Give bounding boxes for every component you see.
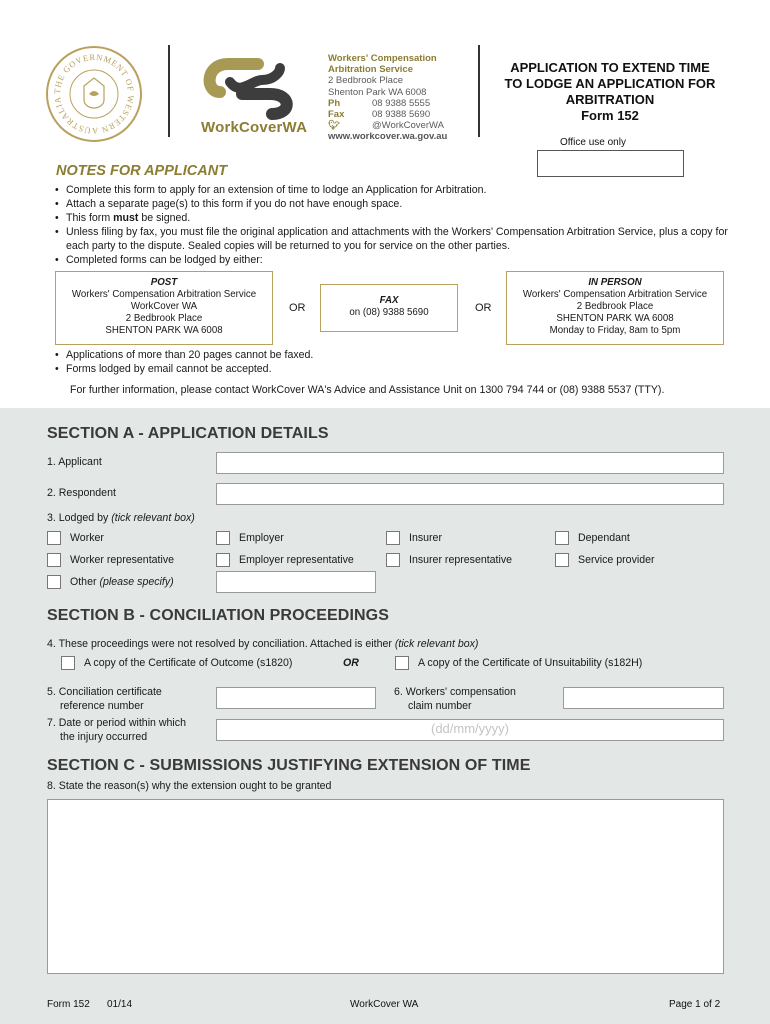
in-person-line2: 2 Bedbrook Place (576, 301, 654, 312)
notes-heading: NOTES FOR APPLICANT (56, 163, 228, 179)
certificate-unsuitability-checkbox[interactable] (395, 656, 409, 670)
service-provider-checkbox[interactable] (555, 553, 569, 567)
q7-label: 7. Date or period within which the injury occurred (47, 717, 186, 743)
in-person-line1: Workers' Compensation Arbitration Service (522, 289, 708, 300)
claim-number-input[interactable] (563, 687, 724, 709)
dependant-label: Dependant (578, 532, 630, 544)
header-divider-right (478, 45, 480, 137)
conciliation-reference-input[interactable] (216, 687, 376, 709)
form-number: Form 152 (581, 108, 639, 123)
in-person-title: IN PERSON (588, 277, 642, 288)
worker-label: Worker (70, 532, 104, 544)
applicant-input[interactable] (216, 452, 724, 474)
post-line3: 2 Bedbrook Place (125, 313, 203, 324)
section-a-heading: SECTION A - APPLICATION DETAILS (47, 425, 329, 442)
insurer-label: Insurer (409, 532, 442, 544)
note-item: • Complete this form to apply for an extension of time to lodge an Application for Arbitration. (66, 183, 746, 197)
or-text-3: OR (343, 657, 359, 669)
in-person-line3: SHENTON PARK WA 6008 (556, 313, 674, 324)
insurer-representative-label: Insurer representative (409, 554, 513, 566)
note-item: • Forms lodged by email cannot be accepted. (66, 362, 746, 376)
notes-list-after (54, 348, 746, 376)
employer-checkbox[interactable] (216, 531, 230, 545)
in-person-line4: Monday to Friday, 8am to 5pm (549, 325, 681, 336)
post-title: POST (150, 277, 178, 288)
respondent-label: 2. Respondent (47, 487, 116, 499)
footer-org: WorkCover WA (350, 999, 419, 1010)
service-name-line2: Arbitration Service (328, 64, 413, 76)
employer-label: Employer (239, 532, 284, 544)
injury-date-input[interactable] (216, 719, 724, 741)
title-line2: TO LODGE AN APPLICATION FOR (504, 76, 716, 91)
workcover-logo-icon (200, 52, 300, 124)
phone-number: 08 9388 5555 (372, 97, 431, 109)
certificate-unsuitability-label: A copy of the Certificate of Unsuitability (s182H) (418, 657, 643, 669)
insurer-checkbox[interactable] (386, 531, 400, 545)
q4-label: 4. These proceedings were not resolved by conciliation. Attached is either (tick relevant box) (47, 638, 479, 650)
fax-number: 08 9388 5690 (372, 109, 431, 121)
fax-line1: on (08) 9388 5690 (349, 307, 429, 318)
other-checkbox[interactable] (47, 575, 61, 589)
website-link[interactable]: www.workcover.wa.gov.au (328, 131, 448, 143)
dependant-checkbox[interactable] (555, 531, 569, 545)
phone-label: Ph (328, 97, 341, 109)
title-line3: ARBITRATION (565, 92, 655, 107)
post-line1: Workers' Compensation Arbitration Service (71, 289, 257, 300)
footer-form: Form 152 (47, 999, 90, 1010)
footer-version: 01/14 (107, 999, 133, 1010)
certificate-outcome-checkbox[interactable] (61, 656, 75, 670)
or-text-2: OR (475, 302, 492, 314)
lodge-post-box (55, 271, 273, 345)
date-placeholder: (dd/mm/yyyy) (431, 721, 509, 736)
government-seal (46, 46, 142, 142)
respondent-input[interactable] (216, 483, 724, 505)
note-item: • Applications of more than 20 pages cannot be faxed. (66, 348, 746, 362)
lodge-in-person-box (506, 271, 724, 345)
worker-checkbox[interactable] (47, 531, 61, 545)
certificate-outcome-label: A copy of the Certificate of Outcome (s1820) (84, 657, 293, 669)
or-text-1: OR (289, 302, 306, 314)
worker-representative-label: Worker representative (70, 554, 175, 566)
header-divider (168, 45, 170, 137)
worker-representative-checkbox[interactable] (47, 553, 61, 567)
lodge-fax-box (320, 284, 458, 332)
q6-label: 6. Workers' compensation claim number (394, 686, 516, 712)
title-line1: APPLICATION TO EXTEND TIME (510, 60, 710, 75)
further-info: For further information, please contact WorkCover WA's Advice and Assistance Unit on 1300 794 744 or (08) 9388 5537 (TTY). (70, 384, 665, 396)
fax-label: Fax (328, 109, 345, 121)
note-item: • Completed forms can be lodged by either: (66, 253, 746, 267)
insurer-representative-checkbox[interactable] (386, 553, 400, 567)
post-line2: WorkCover WA (130, 301, 198, 312)
service-name-line1: Workers' Compensation (328, 53, 437, 64)
post-line4: SHENTON PARK WA 6008 (105, 325, 223, 336)
address-line1: 2 Bedbrook Place (328, 75, 403, 87)
applicant-label: 1. Applicant (47, 456, 102, 468)
notes-list (54, 183, 746, 267)
section-c-heading: SECTION C - SUBMISSIONS JUSTIFYING EXTENSION OF TIME (47, 757, 531, 774)
note-item: • Attach a separate page(s) to this form if you do not have enough space. (66, 197, 746, 211)
office-use-label: Office use only (560, 137, 626, 148)
note-item: • Unless filing by fax, you must file the original application and attachments with the Workers' Compensation Arbitration Service, plus a copy for each party to the dispute. Sealed copies will be returned to you for service on the other parties. (66, 225, 746, 253)
twitter-handle: @WorkCoverWA (372, 120, 444, 132)
fax-title: FAX (379, 295, 399, 306)
form-title (488, 60, 732, 124)
service-provider-label: Service provider (578, 554, 655, 566)
employer-representative-label: Employer representative (239, 554, 354, 566)
footer-page: Page 1 of 2 (669, 999, 721, 1010)
employer-representative-checkbox[interactable] (216, 553, 230, 567)
other-specify-input[interactable] (216, 571, 376, 593)
address-line2: Shenton Park WA 6008 (328, 86, 427, 98)
note-item-signed: • This form must be signed. (66, 211, 746, 225)
q5-label: 5. Conciliation certificate reference number (47, 686, 162, 712)
section-b-heading: SECTION B - CONCILIATION PROCEEDINGS (47, 607, 389, 624)
twitter-icon: 🐦︎ (328, 120, 341, 132)
seal-text: THE GOVERNMENT OF WESTERN AUSTRALIA (51, 51, 137, 137)
q8-label: 8. State the reason(s) why the extension ought to be granted (47, 780, 332, 792)
contact-block (328, 53, 447, 143)
other-label: Other (please specify) (70, 576, 174, 588)
reasons-textarea[interactable] (47, 799, 724, 974)
lodged-by-label: 3. Lodged by (tick relevant box) (47, 512, 195, 524)
brand-name: WorkCoverWA (201, 119, 308, 136)
office-use-box (537, 150, 684, 177)
